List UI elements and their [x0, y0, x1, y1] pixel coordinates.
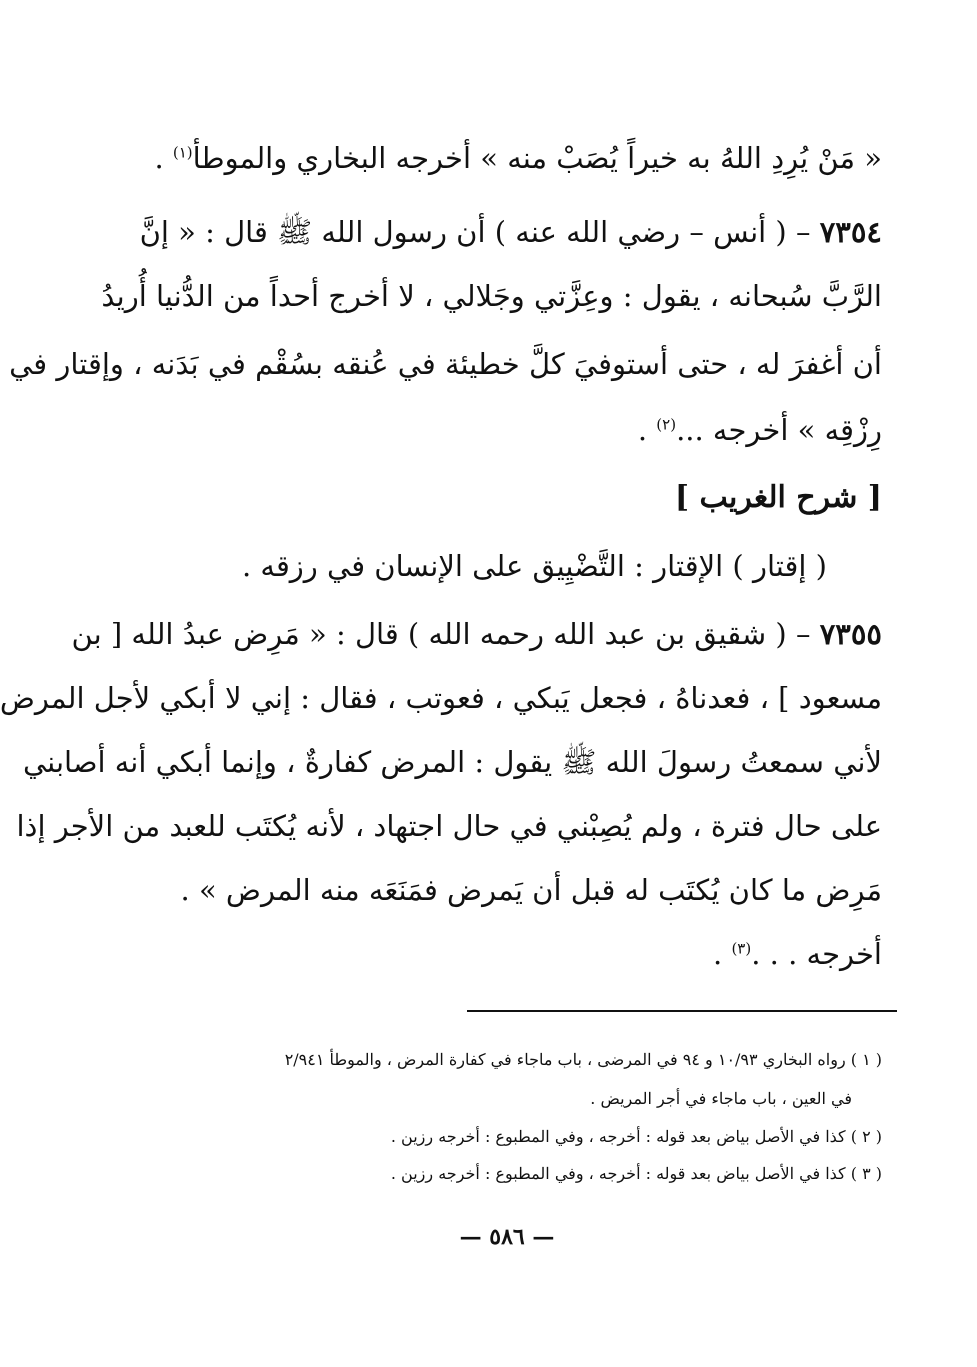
- text-line-11: على حال فترة ، ولم يُصِبْني في حال اجتهاد ، لأنه يُكتَب للعبد من الأجر إذا: [16, 809, 882, 843]
- text-line-13-body: أخرجه . . .: [751, 937, 882, 971]
- gharib-explanation: ( إقتار ) الإقتار : التَّضْيِيق على الإنسان في رزقه .: [241, 549, 827, 583]
- footnote-2: ( ٢ ) كذا في الأصل بياض بعد قوله : أخرجه ، وفي المطبوع : أخرجه رزين .: [390, 1127, 882, 1146]
- hadith-7355-line: [71, 614, 882, 654]
- text-line-13-end: .: [713, 937, 732, 971]
- text-line-10: لأني سمعتُ رسولَ الله ﷺ يقول : المرض كفارةٌ ، وإنما أبكي أنه أصابني: [23, 745, 882, 779]
- footnote-1-line-1: ( ١ ) رواه البخاري ١٠/٩٣ و ٩٤ في المرضى ، باب ماجاء في كفارة المرض ، والموطأ ٢/٩٤١: [284, 1050, 882, 1069]
- hadith-7355-opening: – ( شقيق بن عبد الله رحمه الله ) قال : « مَرِض عبدُ الله [ بن: [71, 617, 820, 651]
- text-line-1-end: .: [154, 141, 173, 175]
- footnote-ref-2: (٢): [656, 415, 677, 434]
- footnote-separator: [467, 1010, 897, 1012]
- footnote-ref-1: (١): [172, 143, 193, 162]
- footnote-1-line-2: في العين ، باب ماجاء في أجر المريض .: [590, 1089, 852, 1108]
- text-line-1: [132, 138, 882, 178]
- text-line-4: أن أغفرَ له ، حتى أستوفيَ كلَّ خطيئة في عُنقه بسُقْم في بَدَنه ، وإقتار في: [9, 347, 882, 381]
- text-line-13: [132, 934, 882, 974]
- text-line-5-body: رِزْقِه » أخرجه ...: [676, 413, 882, 447]
- hadith-number-7354: ٧٣٥٤: [819, 215, 882, 249]
- text-line-3: الرَّبَّ سُبحانه ، يقول : وعِزَّتي وجَلالي ، لا أخرج أحداً من الدُّنيا أُريدُ: [101, 279, 882, 313]
- section-heading-gharib: [ شرح الغريب ]: [674, 480, 882, 515]
- hadith-7354-line: [132, 212, 882, 252]
- page-number: — ٥٨٦ —: [459, 1224, 555, 1250]
- text-line-9: مسعود ] ، فعدناهُ ، فجعل يَبكي ، فعوتب ، فقال : إني لا أبكي لأجل المرض: [0, 681, 882, 715]
- hadith-number-7355: ٧٣٥٥: [819, 617, 882, 651]
- text-line-12: مَرِض ما كان يُكتَب له قبل أن يَمرض فمَنَعَه منه المرض » .: [180, 873, 882, 907]
- text-line-1-body: « مَنْ يُرِدِ اللهُ به خيراً يُصَبْ منه » أخرجه البخاري والموطأ: [192, 141, 882, 175]
- footnote-3: ( ٣ ) كذا في الأصل بياض بعد قوله : أخرجه ، وفي المطبوع : أخرجه رزين .: [390, 1164, 882, 1183]
- hadith-7354-opening: – ( أنس – رضي الله عنه ) أن رسول الله ﷺ قال : « إنَّ: [139, 215, 820, 249]
- footnote-ref-3: (٣): [731, 939, 752, 958]
- text-line-5: [132, 410, 882, 450]
- text-line-5-end: .: [637, 413, 657, 447]
